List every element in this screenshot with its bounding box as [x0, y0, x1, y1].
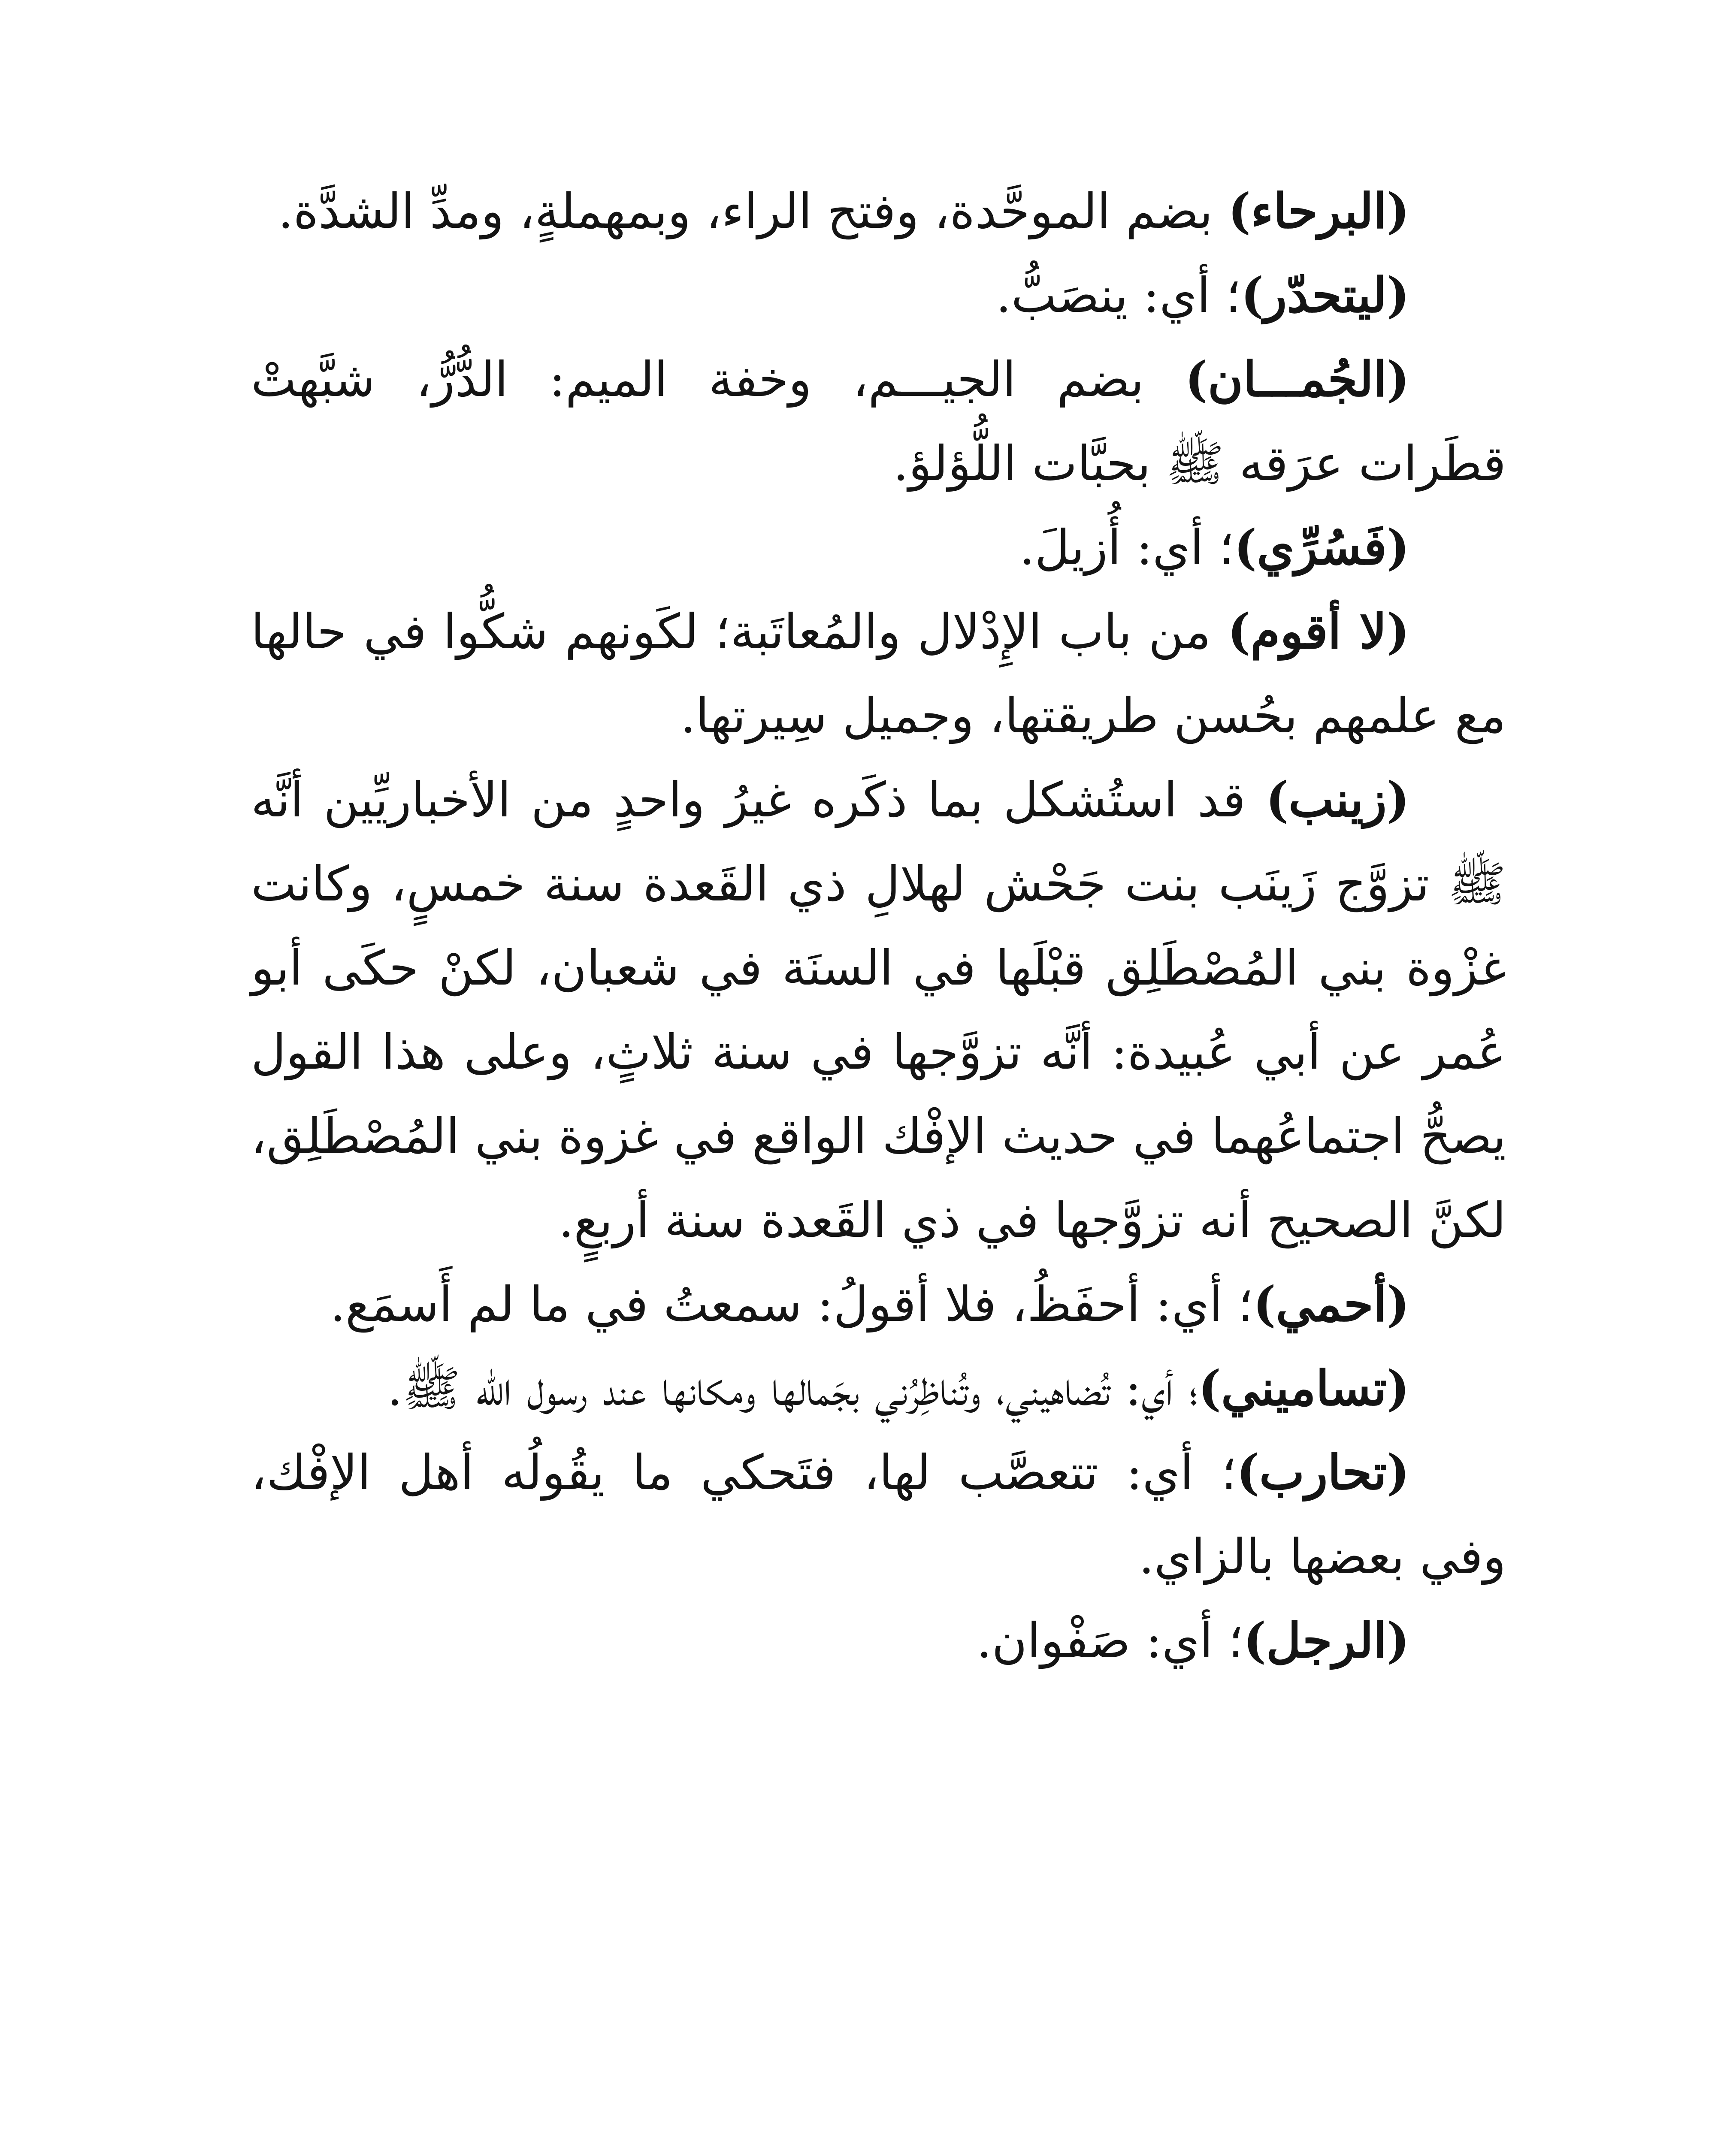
entry-fasurriya: [251, 506, 1506, 590]
entry-ahmi: [251, 1263, 1506, 1347]
entry-text: بضم الموحَّدة، وفتح الراء، وبمهملةٍ، ومدِّ الشدَّة.: [278, 184, 1228, 239]
entry-text: ؛ أي: تتعصَّب لها، فتَحكي ما يقُولُه أهل الإفْك، وفي بعضها بالزاي.: [251, 1445, 1506, 1585]
entry-term: (زينب): [1265, 772, 1409, 828]
entry-text: بضم الجيـــم، وخفة الميم: الدُّرُّ، شبَّهتْ قطَرات عرَقه ﷺ بحبَّات اللُّؤلؤ.: [251, 352, 1506, 492]
entry-term: (أحمي): [1253, 1276, 1409, 1332]
entry-term: (تساميني): [1198, 1360, 1409, 1417]
commentary-text-block: [251, 169, 1506, 1683]
entry-barhaa: [251, 169, 1506, 254]
entry-text: ؛ أي: ينصَبُّ.: [996, 268, 1241, 323]
entry-term: (فَسُرِّي): [1234, 520, 1409, 576]
entry-term: (تحارب): [1236, 1444, 1409, 1501]
entry-term: (الرجل): [1243, 1613, 1409, 1669]
entry-term: (الجُمـــان): [1185, 351, 1409, 408]
entry-term: (ليتحدّر): [1241, 267, 1409, 323]
entry-text: ؛ أي: تُضاهيني، وتُناظِرُني بجَمالها ومكانها عند رسول الله ﷺ.: [387, 1361, 1198, 1417]
entry-tusamini: [251, 1347, 1506, 1431]
entry-arrajul: [251, 1599, 1506, 1683]
entry-text: قد استُشكل بما ذكَره غيرُ واحدٍ من الأخباريِّين أنَّه ﷺ تزوَّج زَينَب بنت جَحْش لهلالِ ذي القَعدة سنة خمسٍ، وكانت غزْوة بني المُصْطَلِق قبْلَها في السنَة في شعبان، لكنْ حكَى أبو عُمر عن أبي عُبيدة: أنَّه تزوَّجها في سنة ثلاثٍ، وعلى هذا القول يصحُّ اجتماعُهما في حديث الإفْك الواقع في غزوة بني المُصْطَلِق، لكنَّ الصحيح أنه تزوَّجها في ذي القَعدة سنة أربعٍ.: [251, 772, 1506, 1248]
entry-term: (لا أقوم): [1228, 604, 1409, 660]
entry-yatahaddar: [251, 254, 1506, 338]
entry-text: ؛ أي: أحفَظُ، فلا أقولُ: سمعتُ في ما لم أَسمَع.: [330, 1277, 1253, 1332]
entry-term: (البرحاء): [1228, 183, 1409, 239]
entry-la-aqum: [251, 590, 1506, 758]
entry-zaynab: [251, 758, 1506, 1263]
entry-text: من باب الإِدْلال والمُعاتَبة؛ لكَونهم شكُّوا في حالها مع علمهم بحُسن طريقتها، وجميل سِيرتها.: [251, 604, 1506, 744]
entry-taharab: [251, 1431, 1506, 1599]
entry-juman: [251, 338, 1506, 506]
entry-text: ؛ أي: أُزيلَ.: [1019, 520, 1234, 576]
entry-text: ؛ أي: صَفْوان.: [977, 1613, 1243, 1669]
